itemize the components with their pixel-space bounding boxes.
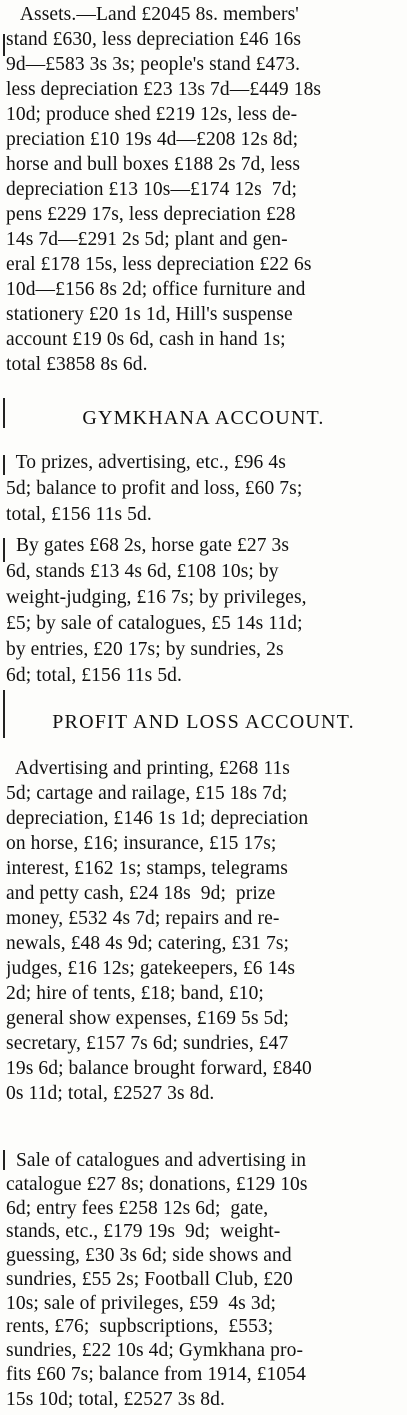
- text-line: Sale of catalogues and advertising in: [6, 1150, 307, 1171]
- text-line: eral £178 15s, less depreciation £22 6s: [6, 254, 312, 275]
- text-line: 9d—£583 3s 3s; people's stand £473.: [6, 54, 301, 75]
- text-line: 5d; balance to profit and loss, £60 7s;: [6, 478, 303, 499]
- text-line: 5d; cartage and railage, £15 18s 7d;: [6, 783, 288, 804]
- text-line: To prizes, advertising, etc., £96 4s: [6, 452, 286, 473]
- text-line: stand £630, less depreciation £46 16s: [6, 29, 302, 50]
- text-line: Advertising and printing, £268 11s: [6, 758, 290, 779]
- text-line: pens £229 17s, less depreciation £28: [6, 204, 296, 225]
- text-line: 10d; produce shed £219 12s, less de-: [6, 104, 298, 125]
- text-line: weight-judging, £16 7s; by privileges,: [6, 587, 307, 608]
- text-line: 2d; hire of tents, £18; band, £10;: [6, 983, 264, 1004]
- column-rule: [3, 34, 5, 56]
- text-line: fits £60 7s; balance from 1914, £1054: [6, 1364, 306, 1385]
- text-line: Assets.—Land £2045 8s. members': [6, 4, 299, 25]
- text-line: guessing, £30 3s 6d; side shows and: [6, 1245, 292, 1266]
- text-line: stationery £20 1s 1d, Hill's suspense: [6, 304, 293, 325]
- text-line: preciation £10 19s 4d—£208 12s 8d;: [6, 129, 299, 150]
- column-rule: [3, 455, 5, 475]
- text-line: 14s 7d—£291 2s 5d; plant and gen-: [6, 229, 288, 250]
- text-line: secretary, £157 7s 6d; sundries, £47: [6, 1033, 289, 1054]
- text-line: judges, £16 12s; gatekeepers, £6 14s: [6, 958, 296, 979]
- text-line: 0s 11d; total, £2527 3s 8d.: [6, 1083, 215, 1104]
- text-line: 6d, stands £13 4s 6d, £108 10s; by: [6, 561, 279, 582]
- text-line: total £3858 8s 6d.: [6, 354, 148, 375]
- text-line: account £19 0s 6d, cash in hand 1s;: [6, 329, 286, 350]
- text-line: sundries, £22 10s 4d; Gymkhana pro-: [6, 1340, 304, 1361]
- text-line: total, £156 11s 5d.: [6, 504, 152, 525]
- column-rule: [3, 1150, 5, 1170]
- text-line: stands, etc., £179 19s 9d; weight-: [6, 1221, 281, 1242]
- text-line: 15s 10d; total, £2527 3s 8d.: [6, 1389, 225, 1410]
- text-line: 6d; total, £156 11s 5d.: [6, 665, 182, 686]
- text-line: 19s 6d; balance brought forward, £840: [6, 1058, 312, 1079]
- text-line: By gates £68 2s, horse gate £27 3s: [6, 535, 290, 556]
- text-line: less depreciation £23 13s 7d—£449 18s: [6, 79, 322, 100]
- text-line: and petty cash, £24 18s 9d; prize: [6, 883, 276, 904]
- text-line: interest, £162 1s; stamps, telegrams: [6, 858, 288, 879]
- text-line: sundries, £55 2s; Football Club, £20: [6, 1269, 293, 1290]
- text-line: 10d—£156 8s 2d; office furniture and: [6, 279, 306, 300]
- text-line: by entries, £20 17s; by sundries, 2s: [6, 639, 284, 660]
- column-rule: [3, 538, 5, 562]
- text-line: 10s; sale of privileges, £59 4s 3d;: [6, 1293, 277, 1314]
- text-line: horse and bull boxes £188 2s 7d, less: [6, 154, 301, 175]
- text-line: rents, £76; supbscriptions, £553;: [6, 1316, 274, 1337]
- text-line: 6d; entry fees £258 12s 6d; gate,: [6, 1198, 269, 1219]
- text-line: £5; by sale of catalogues, £5 14s 11d;: [6, 613, 303, 634]
- text-line: depreciation, £146 1s 1d; depreciation: [6, 808, 309, 829]
- profit-loss-heading: PROFIT AND LOSS ACCOUNT.: [52, 711, 355, 733]
- text-line: money, £532 4s 7d; repairs and re-: [6, 908, 280, 929]
- text-line: on horse, £16; insurance, £15 17s;: [6, 833, 277, 854]
- gymkhana-heading: GYMKHANA ACCOUNT.: [82, 407, 325, 429]
- text-line: depreciation £13 10s—£174 12s 7d;: [6, 179, 297, 200]
- text-line: general show expenses, £169 5s 5d;: [6, 1008, 289, 1029]
- text-line: newals, £48 4s 9d; catering, £31 7s;: [6, 933, 290, 954]
- text-line: catalogue £27 8s; donations, £129 10s: [6, 1174, 308, 1195]
